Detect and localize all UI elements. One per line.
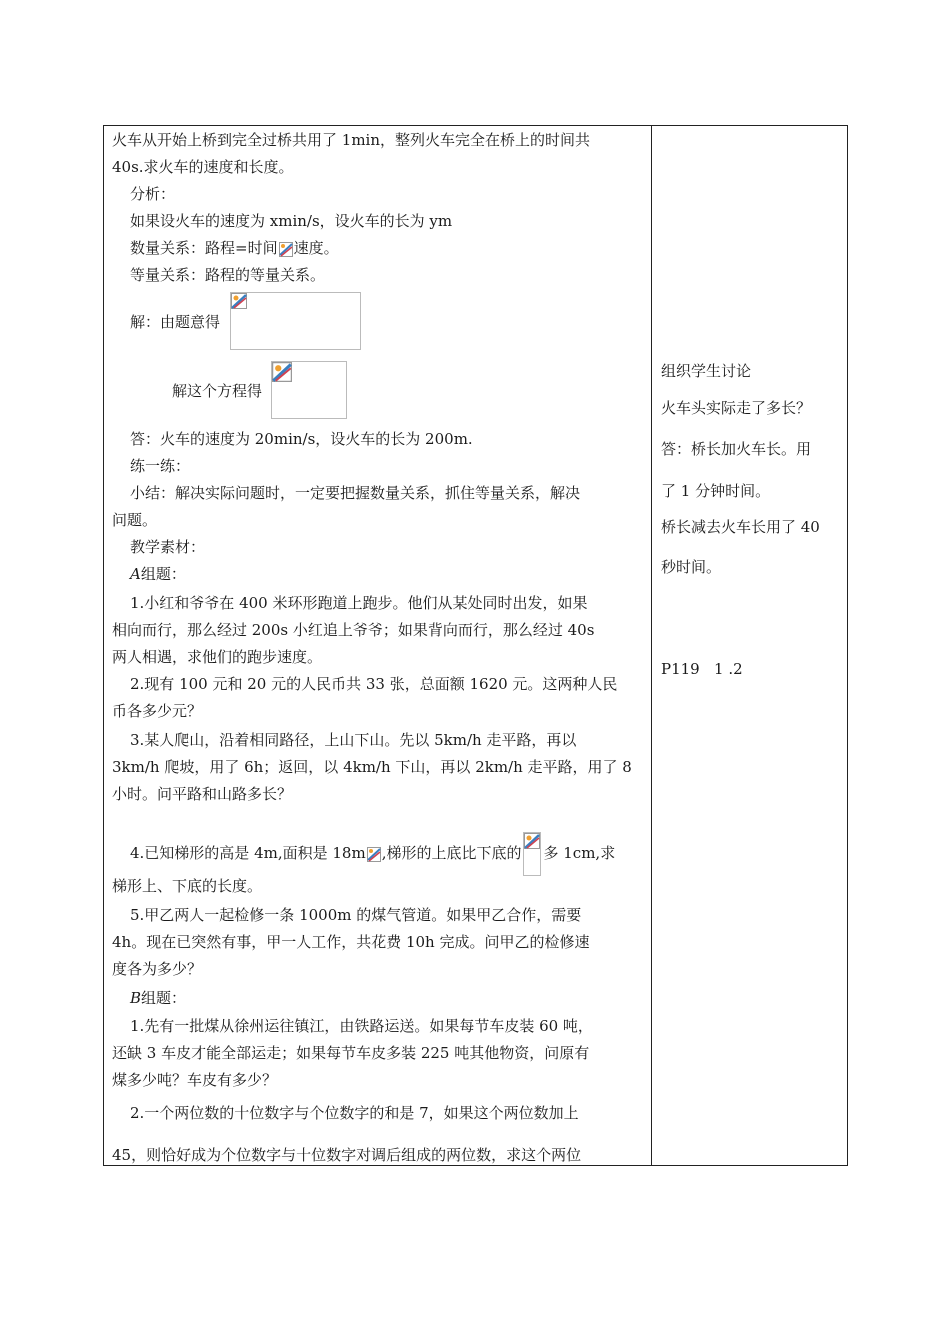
text-line: 教学素材： [130, 538, 206, 556]
text-line: 如果设火车的速度为 xmin/s，设火车的长为 ym [130, 212, 453, 230]
text-segment: ,梯形的上底比下底的 [381, 844, 522, 862]
text-line: 解这个方程得 [172, 382, 263, 400]
group-letter: A [130, 565, 141, 583]
text-line: 分析： [130, 185, 176, 203]
text-line [130, 238, 339, 258]
notes-line: 秒时间。 [661, 558, 722, 576]
text-line: 火车从开始上桥到完全过桥共用了 1min，整列火车完全在桥上的时间共 [112, 131, 590, 149]
broken-image-icon [524, 833, 540, 849]
fraction-image [523, 832, 541, 876]
broken-image-icon [279, 242, 293, 257]
equation-image [230, 292, 361, 350]
text-line: 40s.求火车的速度和长度。 [112, 158, 294, 176]
column-divider [651, 126, 652, 1165]
text-line: 两人相遇，求他们的跑步速度。 [112, 648, 323, 666]
text-line: 5.甲乙两人一起检修一条 1000m 的煤气管道。如果甲乙合作，需要 [130, 906, 582, 924]
text-line: 币各多少元？ [112, 702, 203, 720]
text-segment: 数量关系：路程=时间 [130, 239, 278, 257]
solution-image [271, 361, 347, 419]
notes-line: 组织学生讨论 [661, 362, 752, 380]
text-line: 答：火车的速度为 20min/s，设火车的长为 200m. [130, 430, 473, 448]
notes-line: 桥长减去火车长用了 40 [661, 518, 820, 536]
notes-line: 了 1 分钟时间。 [661, 482, 771, 500]
text-line: 3km/h 爬坡，用了 6h；返回，以 4km/h 下山，再以 2km/h 走平路，用了 8 [112, 758, 632, 776]
text-line [130, 832, 615, 876]
text-segment: 组题： [141, 989, 187, 1007]
text-line: 问题。 [112, 511, 158, 529]
text-line: 解：由题意得 [130, 313, 221, 331]
broken-image-icon [367, 847, 381, 862]
text-line: 小结：解决实际问题时，一定要把握数量关系，抓住等量关系，解决 [130, 484, 581, 502]
text-segment: 4.已知梯形的高是 4m,面积是 18m [130, 844, 366, 862]
text-line: 1.小红和爷爷在 400 米环形跑道上跑步。他们从某处同时出发，如果 [130, 594, 588, 612]
text-line: 1.先有一批煤从徐州运往镇江，由铁路运送。如果每节车皮装 60 吨， [130, 1017, 593, 1035]
text-line: 等量关系：路程的等量关系。 [130, 266, 326, 284]
notes-line: 火车头实际走了多长？ [661, 399, 812, 417]
text-line: 小时。问平路和山路多长？ [112, 785, 293, 803]
text-line: 度各为多少？ [112, 960, 203, 978]
text-segment: 速度。 [293, 239, 339, 257]
text-line: 还缺 3 车皮才能全部运走；如果每节车皮多装 225 吨其他物资，问原有 [112, 1044, 590, 1062]
notes-line: 答：桥长加火车长。用 [661, 440, 812, 458]
text-line: 3.某人爬山，沿着相同路径，上山下山。先以 5km/h 走平路，再以 [130, 731, 577, 749]
text-segment: 组题： [140, 565, 186, 583]
text-segment: 多 1cm,求 [543, 844, 616, 862]
page-reference: P119 1 .2 [661, 660, 743, 678]
text-line: 练一练： [130, 457, 191, 475]
text-line [130, 988, 186, 1008]
lesson-table [103, 125, 848, 1166]
text-line: 梯形上、下底的长度。 [112, 877, 263, 895]
text-line [130, 564, 186, 584]
broken-image-icon [231, 293, 247, 309]
group-letter: B [130, 989, 142, 1007]
text-line: 45，则恰好成为个位数字与十位数字对调后组成的两位数，求这个两位 [112, 1146, 582, 1164]
text-line: 煤多少吨？车皮有多少？ [112, 1071, 278, 1089]
text-line: 2.一个两位数的十位数字与个位数字的和是 7，如果这个两位数加上 [130, 1104, 579, 1122]
text-line: 相向而行，那么经过 200s 小红追上爷爷；如果背向而行，那么经过 40s [112, 621, 595, 639]
broken-image-icon [272, 362, 292, 382]
text-line: 4h。现在已突然有事，甲一人工作，共花费 10h 完成。问甲乙的检修速 [112, 933, 590, 951]
text-line: 2.现有 100 元和 20 元的人民币共 33 张，总面额 1620 元。这两种人民 [130, 675, 618, 693]
